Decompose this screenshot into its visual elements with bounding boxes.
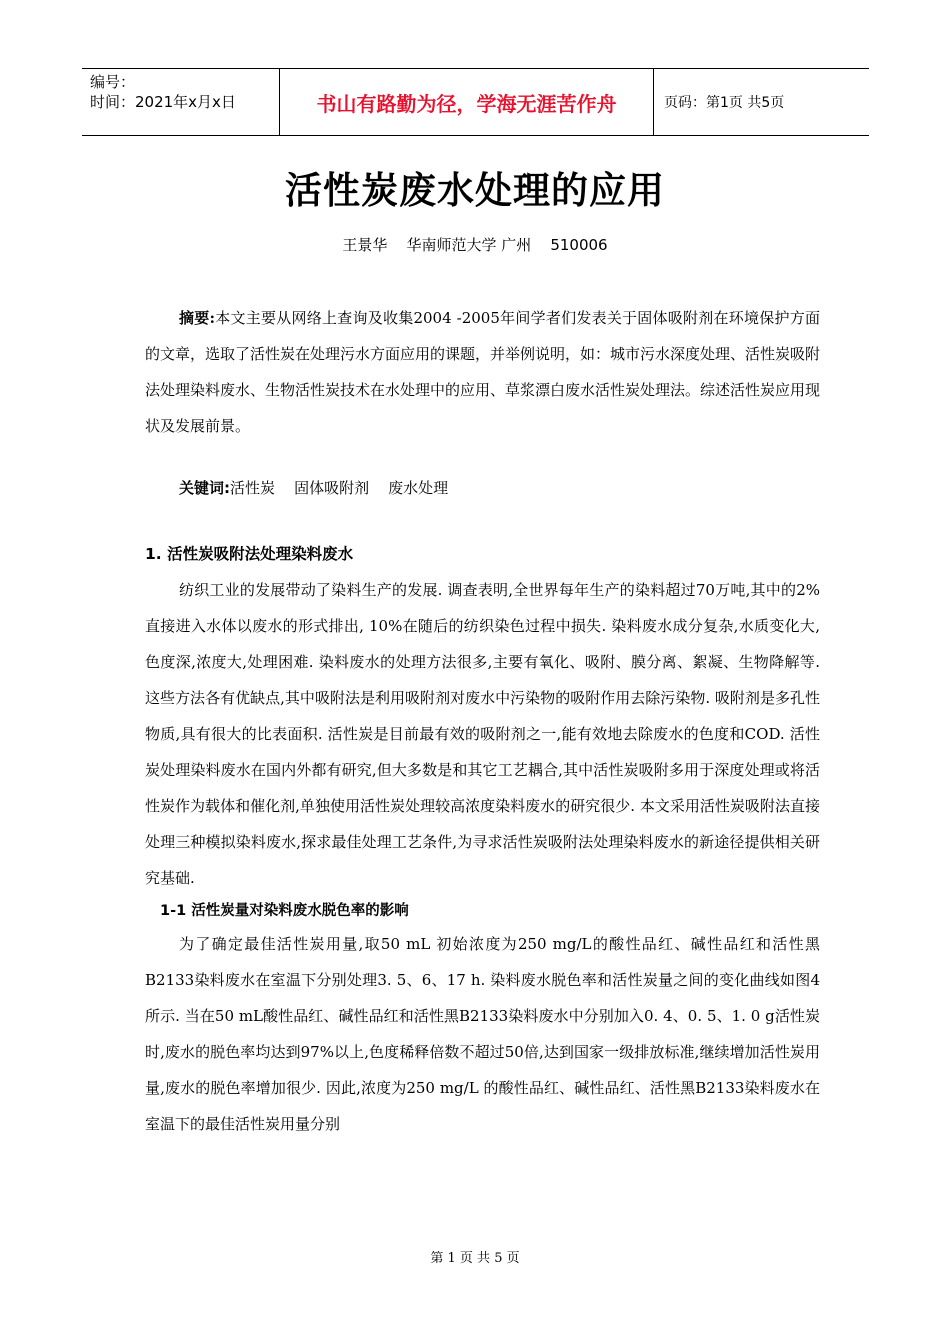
- abstract-label: 摘要:: [179, 309, 216, 327]
- time-label: 时间：2021年x月x日: [90, 93, 236, 111]
- section-heading: 1. 活性炭吸附法处理染料废水: [145, 545, 354, 563]
- author-line: 王景华 华南师范大学 广州 510006: [342, 236, 608, 254]
- page-footer: 第 1 页 共 5 页: [430, 1251, 520, 1266]
- keywords-text: 活性炭 固体吸附剂 废水处理: [230, 479, 449, 497]
- subsection-paragraph: 为了确定最佳活性炭用量,取50 mL 初始浓度为250 mg/L的酸性品红、碱性品红和活性黑B2133染料废水在室温下分别处理3. 5、6、17 h. 染料废水脱色率和活性炭量之间的变化曲线如图4所示. 当在50 mL酸性品红、碱性品红和活性黑B2133染料废水中分别加入0. 4、0. 5、1. 0 g活性炭时,废水的脱色率均达到97%以上,色度稀释倍数不超过50倍,达到国家一级排放标准,继续增加活性炭用量,废水的脱色率增加很少. 因此,浓度为250 mg/L 的酸性品红、碱性品红、活性黑B2133染料废水在室温下的最佳活性炭用量分别: [145, 935, 820, 1133]
- number-label: 编号：: [90, 73, 136, 91]
- abstract-text: 本文主要从网络上查询及收集2004 -2005年间学者们发表关于固体吸附剂在环境保护方面的文章，选取了活性炭在处理污水方面应用的课题，并举例说明，如：城市污水深度处理、活性炭吸附法处理染料废水、生物活性炭技术在水处理中的应用、草浆漂白废水活性炭处理法。综述活性炭应用现状及发展前景。: [145, 309, 821, 435]
- motto: 书山有路勤为径，学海无涯苦作舟: [280, 69, 654, 135]
- page-info: 页码：第1页 共5页: [664, 95, 785, 111]
- subsection-heading: 1-1 活性炭量对染料废水脱色率的影响: [160, 903, 409, 919]
- abstract: [145, 300, 820, 444]
- keywords-label: 关键词:: [179, 479, 230, 497]
- header-meta-cell: [82, 69, 280, 135]
- document-body: [145, 300, 820, 1142]
- page-title: 活性炭废水处理的应用: [285, 169, 665, 212]
- keywords: [145, 470, 820, 506]
- header-table: [82, 68, 869, 136]
- section-paragraph: 纺织工业的发展带动了染料生产的发展. 调查表明,全世界每年生产的染料超过70万吨,其中的2%直接进入水体以废水的形式排出, 10%在随后的纺织染色过程中损失. 染料废水成分复杂,水质变化大,色度深,浓度大,处理困难. 染料废水的处理方法很多,主要有氧化、吸附、膜分离、絮凝、生物降解等. 这些方法各有优缺点,其中吸附法是利用吸附剂对废水中污染物的吸附作用去除污染物. 吸附剂是多孔性物质,具有很大的比表面积. 活性炭是目前最有效的吸附剂之一,能有效地去除废水的色度和COD. 活性炭处理染料废水在国内外都有研究,但大多数是和其它工艺耦合,其中活性炭吸附多用于深度处理或将活性炭作为载体和催化剂,单独使用活性炭处理较高浓度染料废水的研究很少. 本文采用活性炭吸附法直接处理三种模拟染料废水,探求最佳处理工艺条件,为寻求活性炭吸附法处理染料废水的新途径提供相关研究基础.: [145, 581, 820, 887]
